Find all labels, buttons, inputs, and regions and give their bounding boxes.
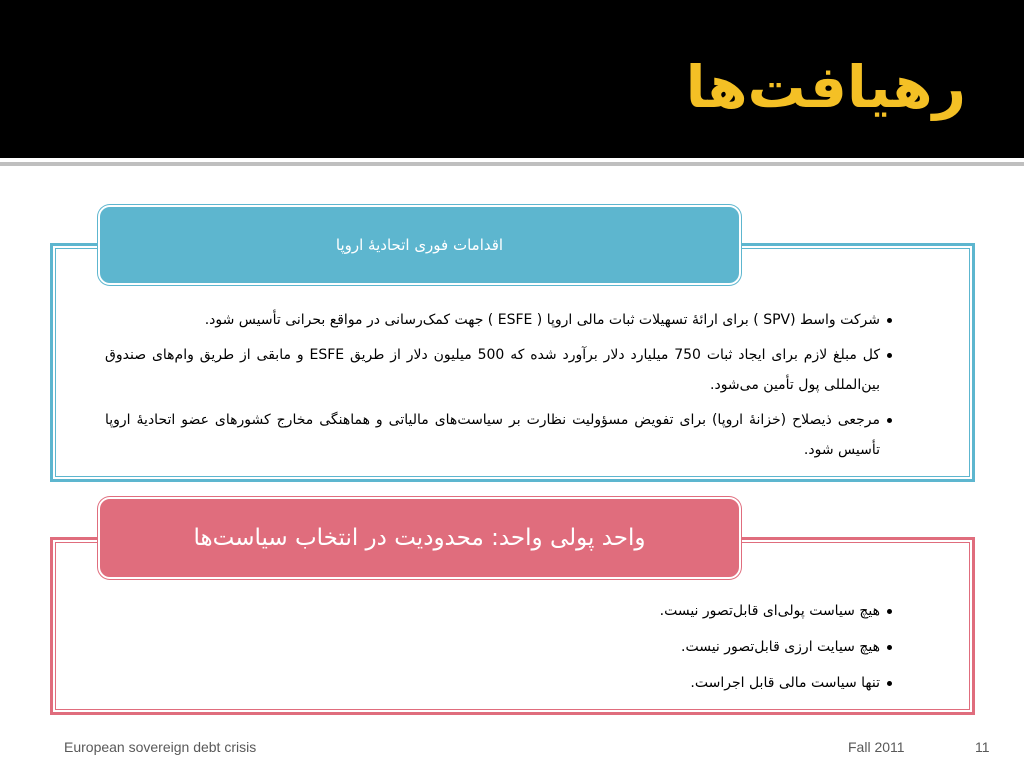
bullet-icon xyxy=(887,609,892,614)
section-2-bullet-list xyxy=(105,596,895,704)
bullet-icon xyxy=(887,681,892,686)
list-item xyxy=(105,405,895,465)
bullet-text: شرکت واسط (SPV ) برای ارائهٔ تسهیلات ثبات مالی اروپا ( ESFE ) جهت کمک‌رسانی در مواقع بحرانی تأسیس شود. xyxy=(204,312,880,328)
section-1-bullet-list xyxy=(105,305,895,470)
slide-title: رهیافت‌ها xyxy=(685,53,966,121)
footer-date: Fall 2011 xyxy=(848,739,905,755)
bullet-text: کل مبلغ لازم برای ایجاد ثبات 750 میلیارد دلار برآورد شده که 500 میلیون دلار از طریق ESFE و مابقی از طریق وام‌های صندوق بین‌المللی پول تأمین می‌شود. xyxy=(105,347,880,393)
bullet-icon xyxy=(887,318,892,323)
section-2-heading: واحد پولی واحد: محدودیت در انتخاب سیاست‌ها xyxy=(193,525,646,551)
bullet-text: هیچ سیایت ارزی قابل‌تصور نیست. xyxy=(681,639,880,655)
bullet-text: مرجعی ذیصلاح (خزانهٔ اروپا) برای تفویض مسؤولیت نظارت بر سیاست‌های مالیاتی و هماهنگی مخارج کشورهای عضو اتحادیهٔ اروپا تأسیس شود. xyxy=(105,412,880,458)
header-divider xyxy=(0,162,1024,166)
bullet-icon xyxy=(887,353,892,358)
bullet-text: تنها سیاست مالی قابل اجراست. xyxy=(690,675,880,691)
list-item xyxy=(105,340,895,400)
section-1-heading: اقدامات فوری اتحادیهٔ اروپا xyxy=(335,236,504,254)
title-band xyxy=(0,0,1024,158)
footer-page-number: 11 xyxy=(975,739,990,755)
list-item xyxy=(105,596,895,626)
bullet-icon xyxy=(887,645,892,650)
footer-presentation-name: European sovereign debt crisis xyxy=(64,739,257,755)
bullet-text: هیچ سیاست پولی‌ای قابل‌تصور نیست. xyxy=(659,603,880,619)
section-2-heading-tab xyxy=(98,497,741,579)
list-item xyxy=(105,305,895,335)
section-1-heading-tab xyxy=(98,205,741,285)
list-item xyxy=(105,632,895,662)
bullet-icon xyxy=(887,418,892,423)
list-item xyxy=(105,668,895,698)
